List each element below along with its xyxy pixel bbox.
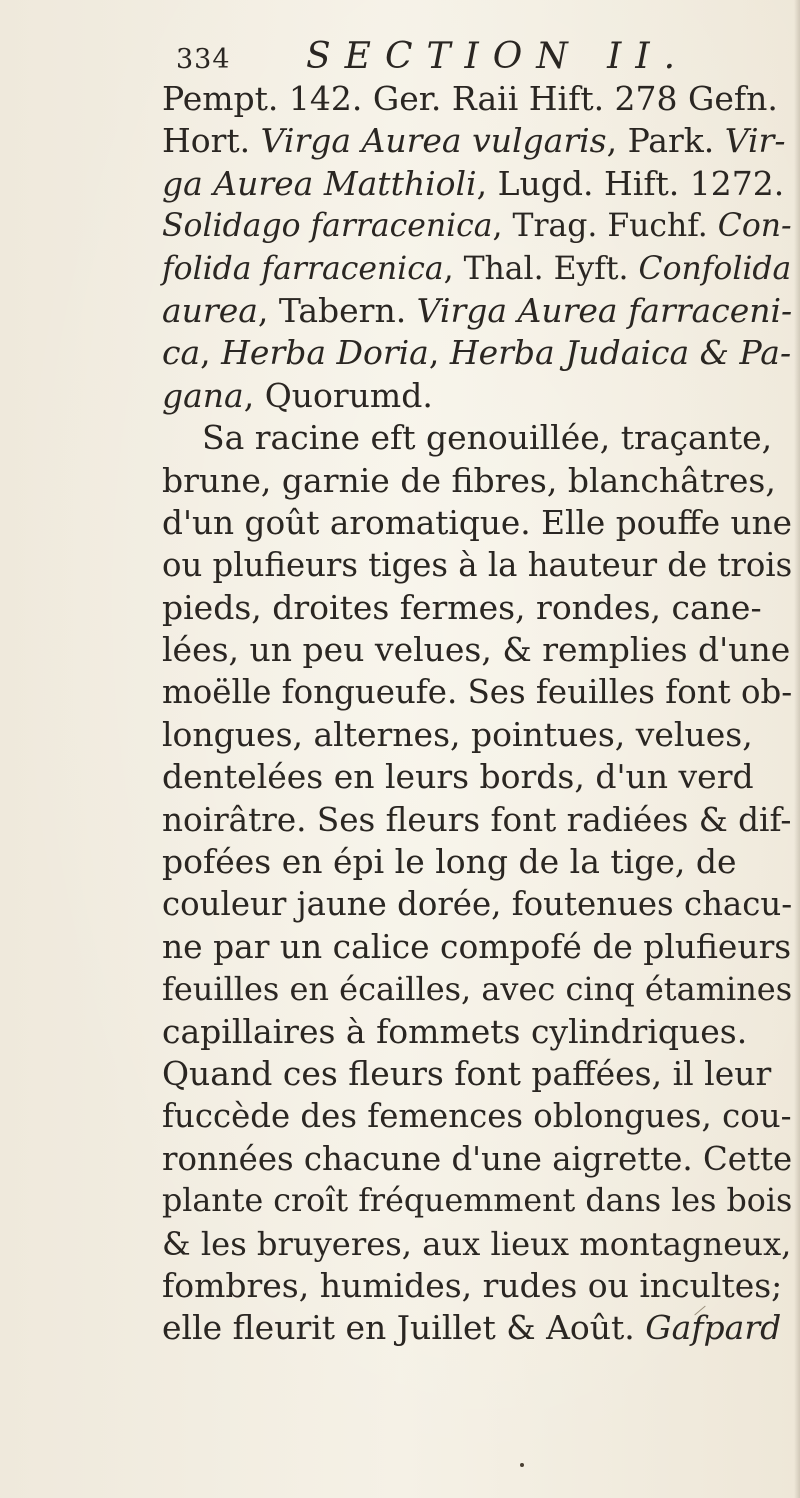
- text-line: [162, 1053, 792, 1095]
- roman-text: Hort.: [162, 121, 261, 161]
- text-line: [162, 799, 792, 841]
- body-text: [162, 78, 792, 1350]
- roman-text: ronnées chacune d'une aigrette. Cette: [162, 1139, 793, 1178]
- text-line: [162, 629, 792, 671]
- text-line: [162, 926, 792, 968]
- roman-text: noirâtre. Ses fleurs font radiées & dif-: [162, 800, 792, 839]
- roman-text: ne par un calice compofé de plufieurs: [162, 926, 792, 966]
- text-line: [162, 1307, 792, 1349]
- text-line: [162, 883, 792, 925]
- page-header: [176, 36, 736, 76]
- roman-text: & les bruyeres, aux lieux montagneux,: [162, 1224, 792, 1263]
- roman-text: plante croît fréquemment dans les bois: [162, 1183, 793, 1220]
- text-line: [162, 163, 792, 205]
- italic-text: Virga Aurea vulgaris: [260, 121, 607, 161]
- text-line: [162, 1223, 792, 1265]
- roman-text: , Thal. Eyft.: [443, 250, 639, 287]
- text-line: [162, 841, 792, 883]
- italic-text: Gafpard: [645, 1308, 782, 1348]
- italic-text: ca: [162, 333, 201, 373]
- roman-text: Sa racine eft genouillée, traçante,: [202, 418, 773, 458]
- roman-text: pofées en épi le long de la tige, de: [162, 842, 737, 882]
- italic-text: Virga Aurea farraceni-: [416, 290, 793, 330]
- roman-text: , Quorumd.: [243, 375, 433, 415]
- roman-text: , Park.: [606, 121, 725, 161]
- roman-text: d'un goût aromatique. Elle pouffe une: [162, 503, 793, 542]
- text-line: [162, 248, 792, 290]
- roman-text: , Tabern.: [257, 290, 417, 330]
- roman-text: dentelées en leurs bords, d'un verd: [162, 757, 754, 797]
- roman-text: Quand ces fleurs font paffées, il leur: [162, 1053, 772, 1093]
- roman-text: brune, garnie de fibres, blanchâtres,: [162, 460, 776, 500]
- text-line: [162, 756, 792, 798]
- italic-text: Solidago farracenica: [162, 208, 493, 245]
- text-line: [162, 671, 792, 713]
- roman-text: , Lugd. Hift. 1272.: [476, 163, 785, 203]
- italic-text: Confolida: [638, 250, 792, 287]
- text-line: [162, 1011, 792, 1053]
- roman-text: ,: [200, 333, 222, 373]
- italic-text: folida farracenica: [162, 250, 444, 287]
- roman-text: fombres, humides, rudes ou incultes;: [162, 1265, 783, 1305]
- text-line: [162, 714, 792, 756]
- roman-text: couleur jaune dorée, foutenues chacu-: [162, 885, 793, 924]
- text-line: [162, 1138, 792, 1180]
- text-line: [162, 290, 792, 332]
- italic-text: Herba Judaica & Pa-: [449, 333, 792, 373]
- roman-text: longues, alternes, pointues, velues,: [162, 714, 753, 754]
- roman-text: elle fleurit en Juillet & Août.: [162, 1308, 646, 1348]
- italic-text: Vir-: [724, 121, 786, 161]
- italic-text: aurea: [162, 290, 258, 330]
- roman-text: ,: [428, 333, 450, 373]
- running-head: SECTION II.: [306, 36, 690, 77]
- text-line: [162, 1095, 792, 1137]
- text-line: [162, 502, 792, 544]
- text-line: [162, 968, 792, 1010]
- roman-text: moëlle fongueufe. Ses feuilles font ob-: [162, 673, 793, 712]
- page-edge-shadow: [794, 0, 800, 1498]
- roman-text: ou plufieurs tiges à la hauteur de trois: [162, 546, 793, 585]
- text-line: [162, 332, 792, 374]
- text-line: [162, 1265, 792, 1307]
- text-line: [162, 1180, 792, 1222]
- text-line: [162, 78, 792, 120]
- roman-text: fuccède des femences oblongues, cou-: [162, 1097, 792, 1136]
- italic-text: Herba Doria: [221, 333, 429, 373]
- italic-text: gana: [162, 375, 244, 415]
- ink-speck: [520, 1463, 524, 1467]
- text-line: [162, 460, 792, 502]
- text-line: [162, 417, 792, 459]
- text-line: [162, 544, 792, 586]
- italic-text: ga Aurea Matthioli: [162, 163, 477, 203]
- roman-text: capillaires à fommets cylindriques.: [162, 1011, 748, 1051]
- page-number: 334: [176, 44, 231, 75]
- text-line: [162, 205, 792, 247]
- text-line: [162, 375, 792, 417]
- roman-text: pieds, droites fermes, rondes, cane-: [162, 587, 762, 627]
- text-line: [162, 587, 792, 629]
- roman-text: feuilles en écailles, avec cinq étamines: [162, 970, 793, 1009]
- italic-text: Con-: [717, 208, 792, 245]
- roman-text: lées, un peu velues, & remplies d'une: [162, 630, 791, 670]
- text-line: [162, 120, 792, 162]
- roman-text: Pempt. 142. Ger. Raii Hift. 278 Gefn.: [162, 79, 778, 118]
- roman-text: , Trag. Fuchf.: [492, 208, 718, 245]
